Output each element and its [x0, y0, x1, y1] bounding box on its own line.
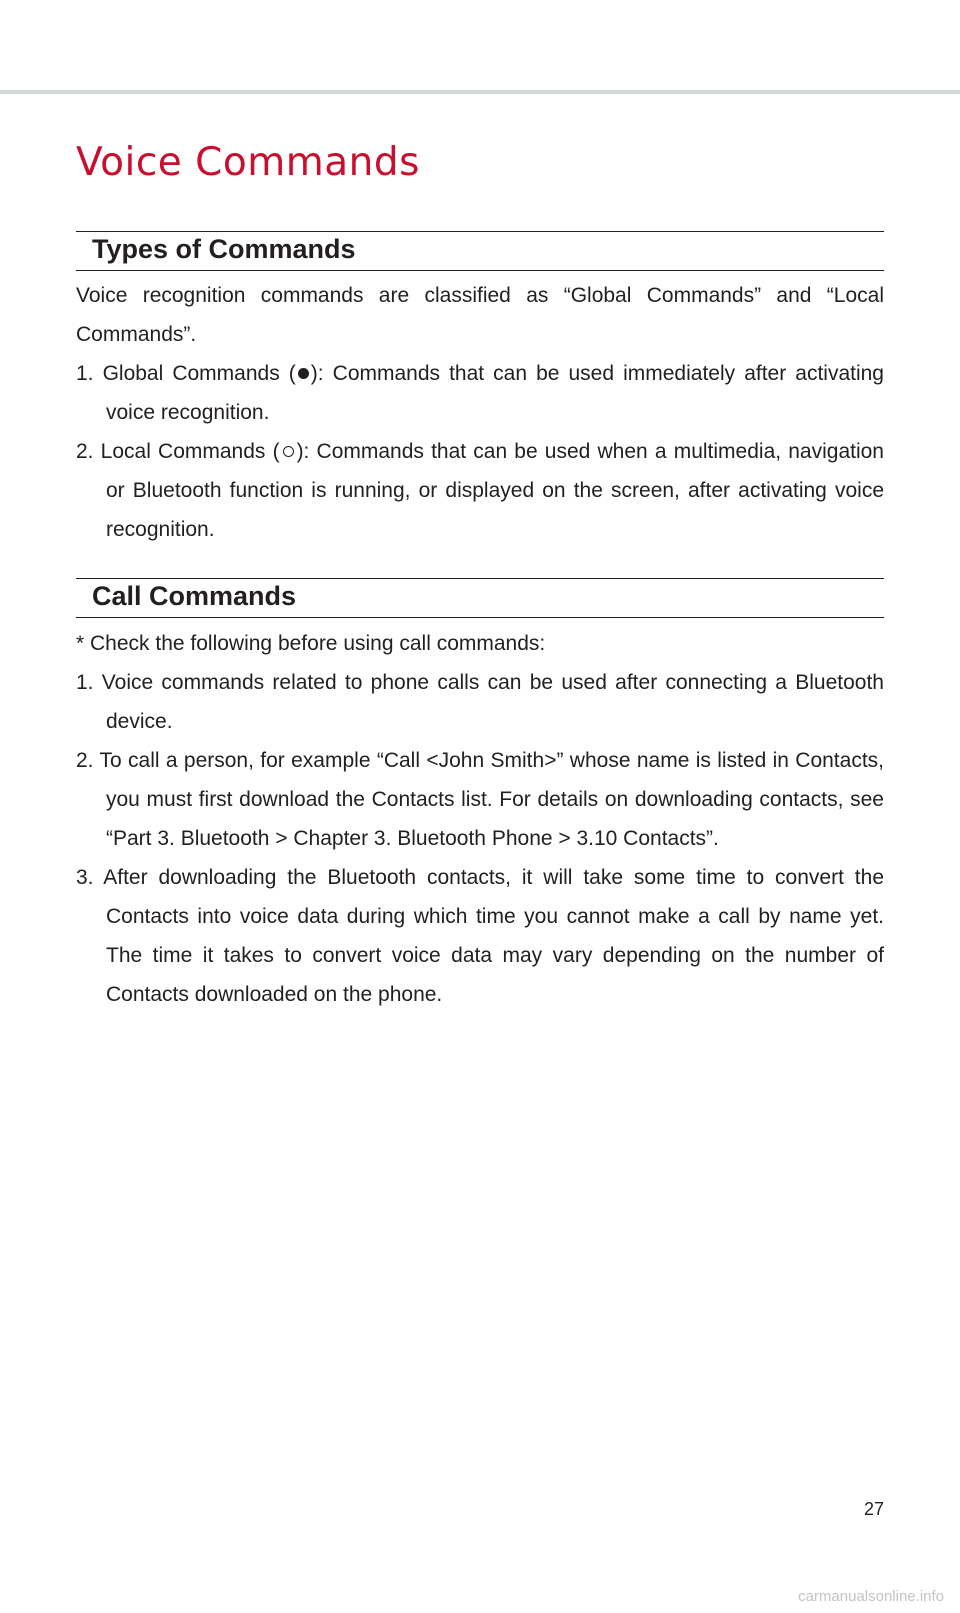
types-intro: Voice recognition commands are classified as “Global Commands” and “Local Commands”.	[76, 284, 884, 346]
open-circle-icon	[283, 446, 294, 457]
call-item-3-text: After downloading the Bluetooth contacts, it will take some time to convert the Contacts into voice data during which time you cannot make a call by name yet. The time it takes to convert voice data may vary depending on the number of Contacts downloaded on the phone.	[103, 866, 884, 1006]
top-rule	[0, 90, 960, 94]
types-heading-text: Types of Commands	[92, 234, 356, 264]
call-item-1-text: Voice commands related to phone calls can be used after connecting a Bluetooth device.	[101, 671, 884, 733]
global-commands-text: ): Commands that can be used immediately after activating voice recognition.	[106, 362, 884, 424]
call-item-2-text: To call a person, for example “Call <John Smith>” whose name is listed in Contacts, you must first download the Contacts list. For details on downloading contacts, see “Part 3. Bluetooth > Chapter 3. Bluetooth Phone > 3.10 Contacts”.	[99, 749, 884, 850]
call-item-1	[76, 663, 884, 741]
types-section-heading	[76, 231, 884, 271]
global-commands-prefix: 1. Global Commands (	[76, 362, 296, 385]
call-item-3	[76, 858, 884, 1014]
local-commands-item	[76, 432, 884, 549]
page-title: Voice Commands	[76, 140, 420, 185]
call-heading-text: Call Commands	[92, 581, 297, 611]
page-number: 27	[863, 1499, 884, 1519]
call-section-heading	[76, 578, 884, 618]
call-item-1-number: 1.	[76, 671, 94, 694]
call-item-3-number: 3.	[76, 866, 94, 889]
local-commands-text: ): Commands that can be used when a multimedia, navigation or Bluetooth function is running, or displayed on the screen, after activating voice recognition.	[106, 440, 884, 541]
call-item-2	[76, 741, 884, 858]
watermark: carmanualsonline.info	[798, 1588, 944, 1605]
call-section-body	[76, 624, 884, 1014]
call-note: * Check the following before using call commands:	[76, 632, 546, 655]
filled-circle-icon	[298, 368, 309, 379]
global-commands-item	[76, 354, 884, 432]
types-section-body	[76, 276, 884, 549]
call-item-2-number: 2.	[76, 749, 94, 772]
local-commands-prefix: 2. Local Commands (	[76, 440, 280, 463]
